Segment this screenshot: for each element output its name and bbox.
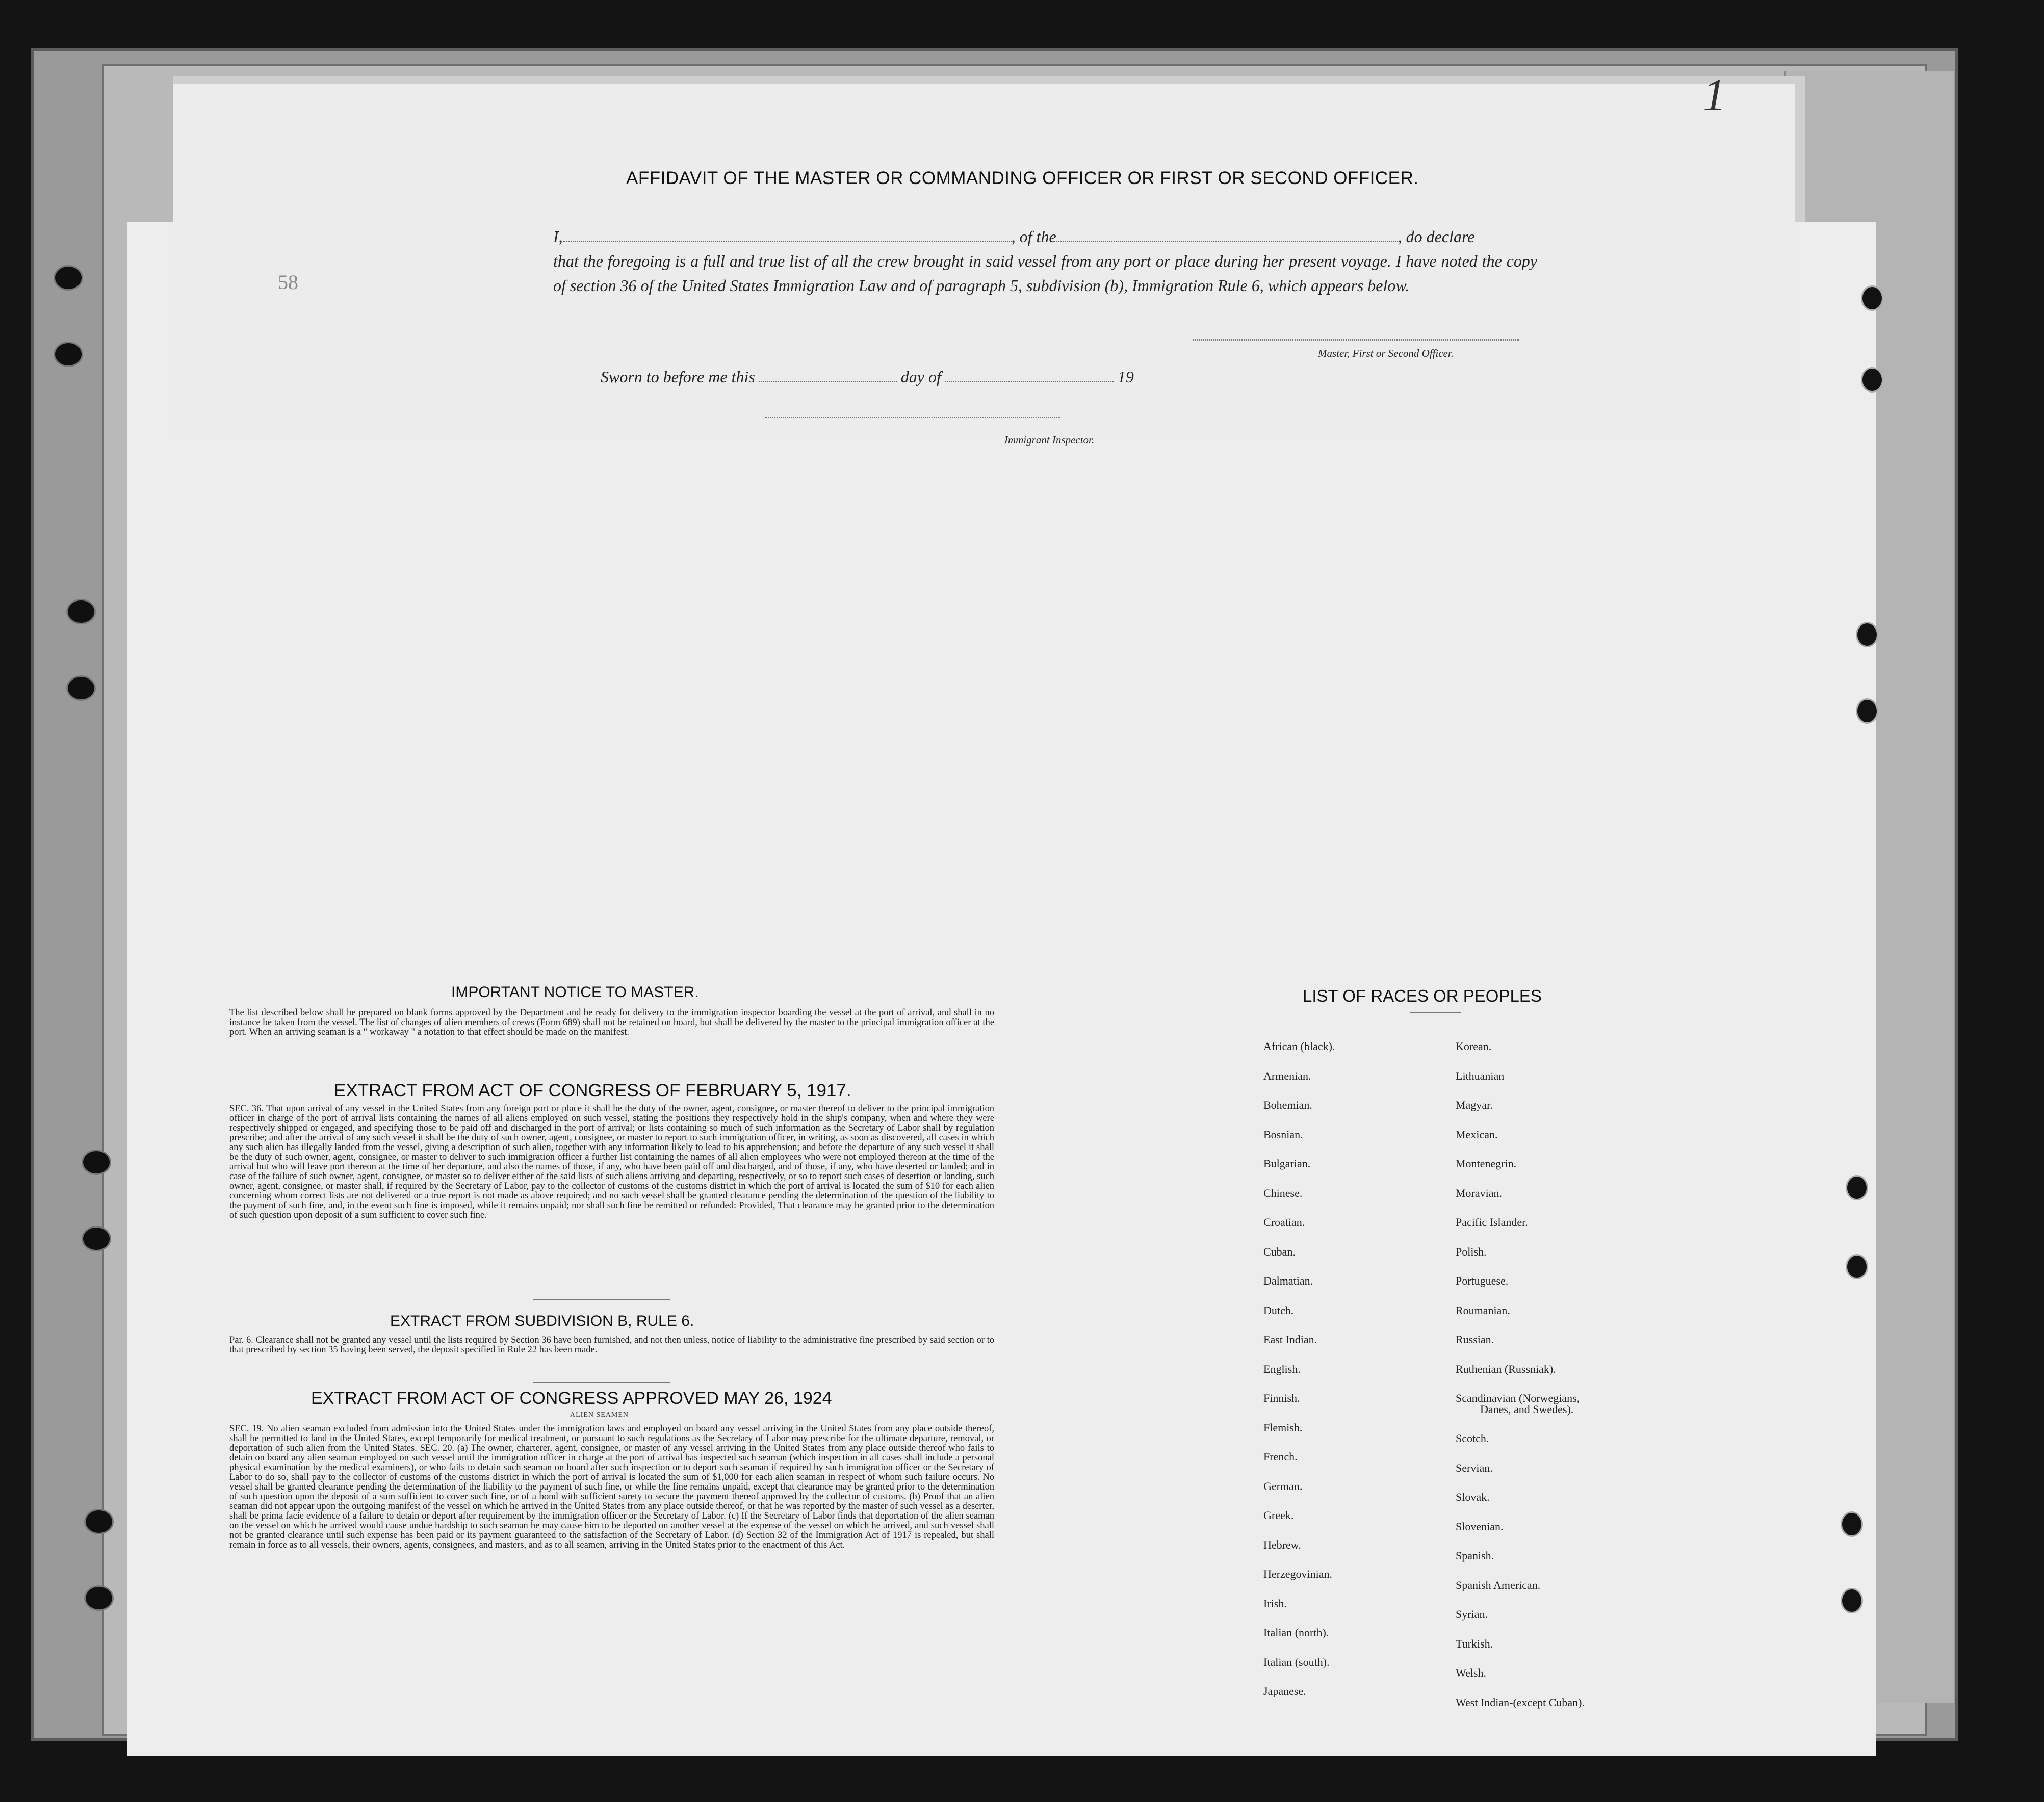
binder-hole-icon xyxy=(54,342,83,367)
race-list-item: Servian. xyxy=(1456,1461,1493,1474)
binder-hole-icon xyxy=(1841,1588,1863,1613)
binder-hole-icon xyxy=(66,675,96,701)
binder-hole-icon xyxy=(1846,1175,1868,1200)
race-list-item: Turkish. xyxy=(1456,1637,1493,1650)
race-list-item: Mexican. xyxy=(1456,1128,1498,1141)
extract-1917-text: SEC. 36. That upon arrival of any vessel in the United States from any foreign port or place it shall be the duty of the owner, agent, consignee, or master thereof to deliver to the principal immigration officer in charge of the port of arrival lists containing the names of all aliens employed on such vessel, stating the positions they respectively hold in the ship's company, when and where they were respectively shipped or engaged, and specifying those to be paid off and discharged in the port of arrival; or lists containing so much of such information as the Secretary of Labor shall by regulation prescribe; and after the arrival of any such vessel it shall be the duty of such owner, agent, consignee, or master to report to such immigration officer, in writing, as soon as discovered, all cases in which any such alien has illegally landed from the vessel, giving a description of such alien, together with any information likely to lead to his apprehension; and before the departure of any such vessel it shall be the duty of such owner, agent, consignee, or master to deliver to such immigration officer a further list containing the names of all alien employees who were not employed thereon at the time of the arrival but who will leave port thereon at the time of her departure, and also the names of those, if any, who have been paid off and discharged, and of those, if any, who have deserted or landed; and in case of the failure of such owner, agent, consignee, or master so to deliver either of the said lists of such aliens arriving and departing, respectively, or so to report such cases of desertion or landing, such owner, agent, consignee, or master shall, if required by the Secretary of Labor, pay to the collector of customs of the customs district in which the port of arrival is located the sum of $10 for each alien concerning whom correct lists are not delivered or a true report is not made as above required; and no such vessel shall be granted clearance pending the determination of the question of the liability to the payment of such fine, and, in the event such fine is imposed, while it remains unpaid; nor shall such fine be remitted or refunded: Provided, That clearance may be granted prior to the determination of such question upon deposit of a sum sufficient to cover such fine. xyxy=(229,1104,994,1220)
race-list-item: English. xyxy=(1263,1362,1301,1375)
affidavit-do-declare-label: , do declare xyxy=(1398,227,1475,246)
race-list-item: Cuban. xyxy=(1263,1245,1296,1258)
binder-hole-icon xyxy=(1841,1511,1863,1537)
race-list-item: Pacific Islander. xyxy=(1456,1216,1528,1229)
race-list-item: Armenian. xyxy=(1263,1069,1311,1082)
race-list-item: Magyar. xyxy=(1456,1099,1493,1111)
subdivision-b-title: EXTRACT FROM SUBDIVISION B, RULE 6. xyxy=(390,1313,694,1329)
race-list-item: Roumanian. xyxy=(1456,1303,1510,1317)
notice-text: The list described below shall be prepared on blank forms approved by the Department and be ready for delivery to the immigration inspector boarding the vessel at the port of arrival, and shall in no instance be taken from the vessel. The list of changes of alien members of crews (Form 689) shall not be retained on board, but shall be delivered by the master to the principal immigration officer at the port. When an arriving seaman is a " workaway " a notation to that effect should be made on the manifest. xyxy=(229,1008,994,1037)
race-list-item: Croatian. xyxy=(1263,1216,1305,1229)
race-list-item: German. xyxy=(1263,1479,1303,1493)
binder-hole-icon xyxy=(82,1226,111,1251)
race-list-item: Lithuanian xyxy=(1456,1069,1505,1082)
race-list-item: Slovenian. xyxy=(1456,1520,1504,1533)
race-list-item: Bohemian. xyxy=(1263,1099,1312,1111)
race-list-item: Moravian. xyxy=(1456,1186,1503,1199)
race-list-item: Japanese. xyxy=(1263,1685,1306,1697)
race-list-item: Portuguese. xyxy=(1456,1274,1509,1287)
sworn-line xyxy=(601,364,1134,389)
races-title: LIST OF RACES OR PEOPLES xyxy=(1303,986,1542,1005)
races-divider xyxy=(1410,1012,1461,1013)
race-list-item: Bulgarian. xyxy=(1263,1157,1311,1170)
inspector-label: Immigrant Inspector. xyxy=(1004,434,1095,446)
race-list-item: Ruthenian (Russniak). xyxy=(1456,1362,1556,1375)
race-list-item: East Indian. xyxy=(1263,1333,1317,1346)
page-number-marker: 1 xyxy=(1703,70,1726,120)
binder-hole-icon xyxy=(54,265,83,291)
race-list-item: Spanish American. xyxy=(1456,1578,1541,1591)
master-signature-line xyxy=(1193,339,1519,341)
race-list-item: Russian. xyxy=(1456,1333,1494,1346)
race-list-item: Italian (south). xyxy=(1263,1655,1330,1668)
binder-hole-icon xyxy=(66,599,96,624)
race-list-item: French. xyxy=(1263,1450,1298,1463)
race-list-item: Slovak. xyxy=(1456,1491,1490,1504)
race-list-item: Dalmatian. xyxy=(1263,1274,1313,1287)
pencil-annotation: 58 xyxy=(278,271,298,294)
race-list-item: Syrian. xyxy=(1456,1608,1488,1621)
sworn-day-of: day of xyxy=(900,368,941,386)
race-list-item: Bosnian. xyxy=(1263,1128,1303,1141)
race-list-item: West Indian-(except Cuban). xyxy=(1456,1695,1585,1709)
race-list-item: Dutch. xyxy=(1263,1303,1294,1317)
affidavit-title: AFFIDAVIT OF THE MASTER OR COMMANDING OFFICER OR FIRST OR SECOND OFFICER. xyxy=(626,168,1419,188)
sworn-year: 19 xyxy=(1117,368,1134,386)
section-divider xyxy=(533,1382,670,1383)
inspector-signature-line xyxy=(765,417,1060,418)
race-list-item: Irish. xyxy=(1263,1597,1287,1610)
race-list-item: Danes, and Swedes). xyxy=(1480,1402,1574,1416)
extract-1917-title: EXTRACT FROM ACT OF CONGRESS OF FEBRUARY 5, 1917. xyxy=(334,1081,851,1101)
subdivision-b-text: Par. 6. Clearance shall not be granted any vessel until the lists required by Section 36 have been furnished, and not then unless, notice of liability to the administrative fine prescribed by said section or to that prescribed by section 35 having been served, the deposit specified in Rule 22 has been made. xyxy=(229,1335,994,1355)
race-list-item: Finnish. xyxy=(1263,1392,1300,1404)
race-list-item: Scotch. xyxy=(1456,1432,1489,1445)
master-signature-label: Master, First or Second Officer. xyxy=(1318,347,1454,359)
affidavit-body: that the foregoing is a full and true list of all the crew brought in said vessel from any port or place during her present voyage. I have noted the copy of section 36 of the United States Immigration Law and of paragraph 5, subdivision (b), Immigration Rule 6, which appears below. xyxy=(553,252,1537,295)
binder-hole-icon xyxy=(1861,285,1883,311)
race-list-item: Spanish. xyxy=(1456,1549,1494,1562)
race-list-item: African (black). xyxy=(1263,1040,1335,1053)
race-list-item: Italian (north). xyxy=(1263,1626,1329,1639)
race-list-item: Korean. xyxy=(1456,1040,1492,1053)
affidavit-of-the-label: , of the xyxy=(1011,227,1056,246)
affidavit-declaration xyxy=(553,224,1537,249)
sworn-prefix: Sworn to before me this xyxy=(601,368,755,386)
section-divider xyxy=(533,1299,670,1300)
race-list-item: Herzegovinian. xyxy=(1263,1568,1332,1580)
race-list-item: Welsh. xyxy=(1456,1666,1486,1680)
notice-title: IMPORTANT NOTICE TO MASTER. xyxy=(451,984,699,1001)
race-list-item: Greek. xyxy=(1263,1509,1294,1522)
binder-hole-icon xyxy=(84,1509,114,1534)
affidavit-i-label: I, xyxy=(553,227,563,246)
extract-1924-subtitle: ALIEN SEAMEN xyxy=(570,1411,629,1419)
binder-hole-icon xyxy=(1856,698,1878,724)
binder-hole-icon xyxy=(1846,1254,1868,1279)
binder-hole-icon xyxy=(1856,622,1878,647)
binder-hole-icon xyxy=(82,1150,111,1175)
race-list-item: Polish. xyxy=(1456,1245,1487,1258)
race-list-item: Chinese. xyxy=(1263,1186,1303,1199)
binder-hole-icon xyxy=(1861,367,1883,393)
extract-1924-title: EXTRACT FROM ACT OF CONGRESS APPROVED MAY 26, 1924 xyxy=(311,1389,832,1408)
race-list-item: Montenegrin. xyxy=(1456,1157,1517,1170)
binder-hole-icon xyxy=(84,1585,114,1611)
race-list-item: Hebrew. xyxy=(1263,1538,1301,1551)
extract-1924-text: SEC. 19. No alien seaman excluded from admission into the United States under the immigration laws and employed on board any vessel arriving in the United States from any place outside thereof, shall be permitted to land in the United States, except temporarily for medical treatment, or pursuant to such regulations as the Secretary of Labor may prescribe for the ultimate departure, removal, or deportation of such alien from the United States. SEC. 20. (a) The owner, charterer, agent, consignee, or master of any vessel arriving in the United States from any place outside thereof who fails to detain on board any alien seaman employed on such vessel until the immigration officer in charge at the port of arrival has inspected such seaman (which inspection in all cases shall include a personal physical examination by the medical examiners), or who fails to detain such seaman on board after such inspection or to deport such seaman if required by such immigration officer or the Secretary of Labor to do so, shall pay to the collector of customs of the customs district in which the port of arrival is located the sum of $1,000 for each alien seaman in respect of whom such failure occurs. No vessel shall be granted clearance pending the determination of the liability to the payment of such fine, or while the fine remains unpaid, except that clearance may be granted prior to the determination of such question upon the deposit of a sum sufficient to cover such fine, or of a bond with sufficient surety to secure the payment thereof approved by the collector of customs. (b) Proof that an alien seaman did not appear upon the outgoing manifest of the vessel on which he arrived in the United States from any place outside thereof, or that he was reported by the master of such vessel as a deserter, shall be prima facie evidence of a failure to detain or deport after requirement by the immigration officer or the Secretary of Labor. (c) If the Secretary of Labor finds that deportation of the alien seaman on the vessel on which he arrived would cause undue hardship to such seaman he may cause him to be deported on another vessel at the expense of the vessel on which he arrived, and such vessel shall not be granted clearance until such expense has been paid or its payment guaranteed to the satisfaction of the Secretary of Labor. (d) Section 32 of the Immigration Act of 1917 is repealed, but shall remain in force as to all vessels, their owners, agents, consignees, and masters, and as to all seamen, arriving in the United States prior to the enactment of this Act. xyxy=(229,1424,994,1550)
race-list-item: Scandinavian (Norwegians, xyxy=(1456,1392,1580,1404)
race-list-item: Flemish. xyxy=(1263,1421,1303,1434)
